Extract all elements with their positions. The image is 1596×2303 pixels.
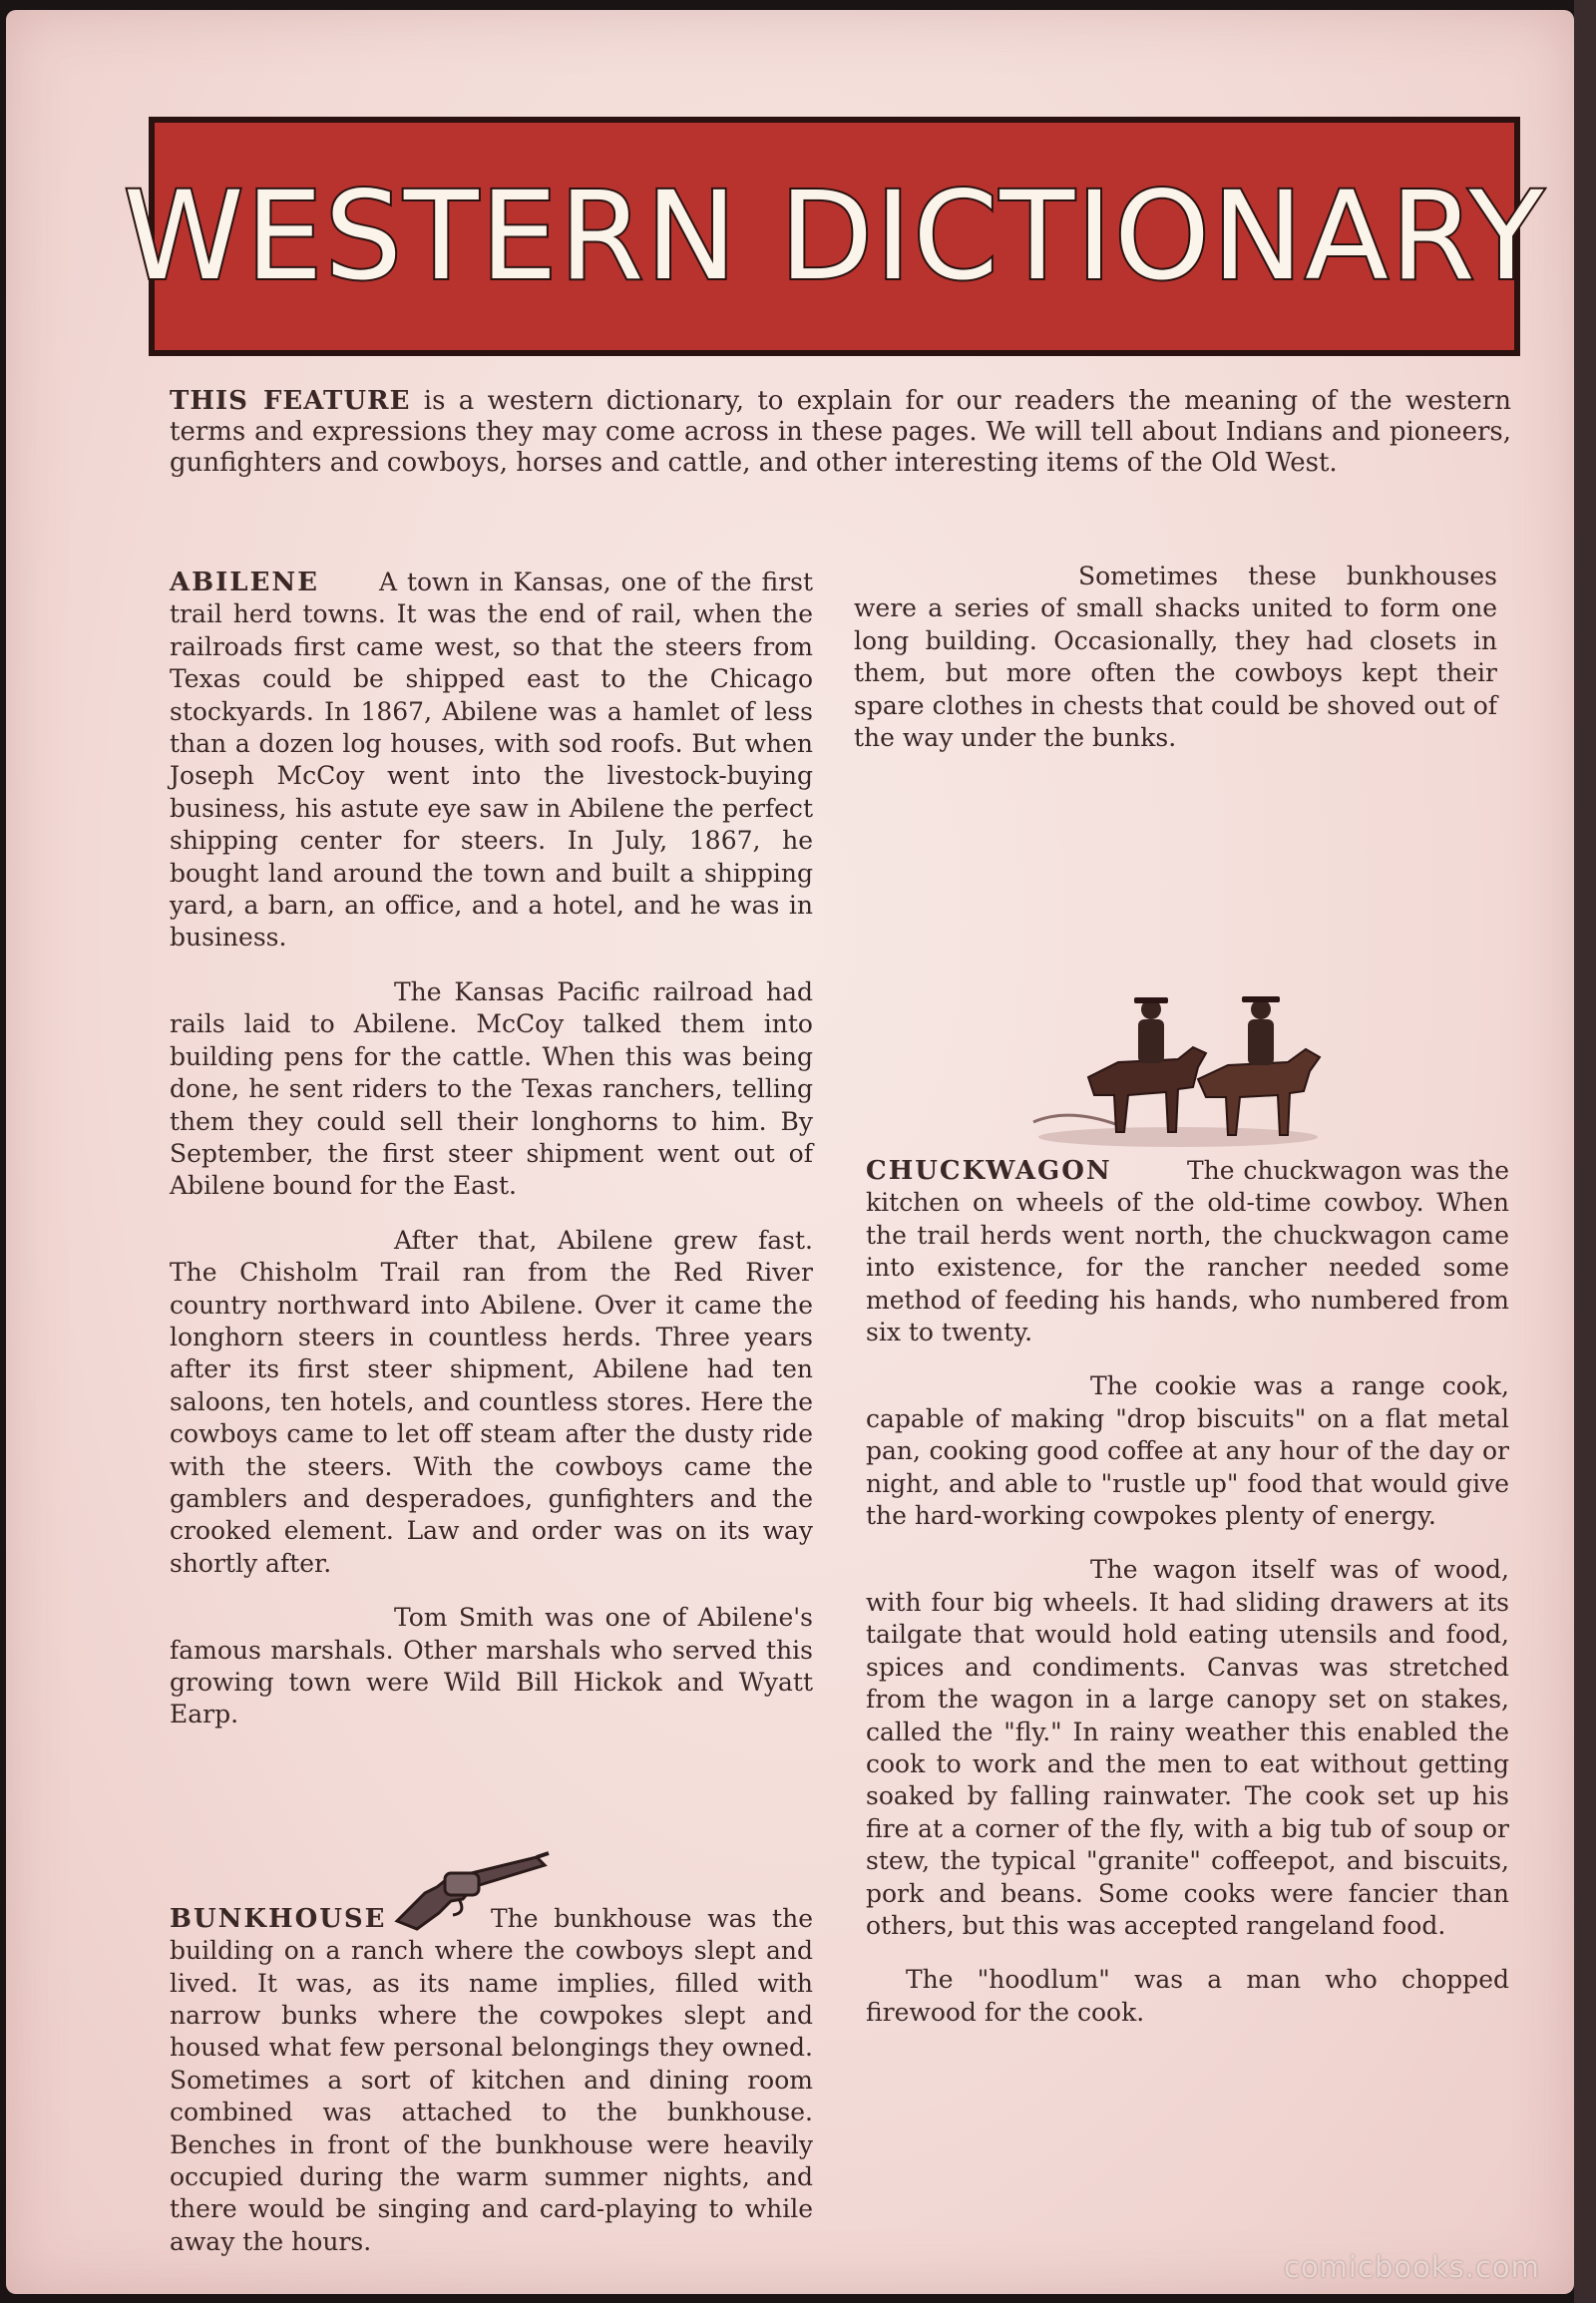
- entry-chuckwagon: [866, 1155, 1509, 1348]
- comic-page: [6, 10, 1574, 2294]
- chuckwagon-p2: The cookie was a range cook, capable of making "drop biscuits" on a flat metal pan, cooking good coffee at any hour of the day or night, and able to "rustle up" food that would give the hard-working cowpokes plenty of energy.: [866, 1371, 1509, 1531]
- chuckwagon-p4: The "hoodlum" was a man who chopped firewood for the cook.: [866, 1965, 1509, 2027]
- term-chuckwagon: CHUCKWAGON: [866, 1156, 1112, 1186]
- bunkhouse-p2: Sometimes these bunkhouses were a series of small shacks united to form one long building. Occasionally, they had closets in them, but more often the cowboys kept their spare clothes in chests that could be shoved out of the way under the bunks.: [854, 562, 1497, 753]
- intro-paragraph: [170, 386, 1511, 479]
- title-banner: [123, 117, 1546, 356]
- entry-abilene: [170, 567, 813, 955]
- intro-lead: THIS FEATURE: [170, 386, 411, 416]
- abilene-p4: Tom Smith was one of Abilene's famous marshals. Other marshals who served this growing town were Wild Bill Hickok and Wyatt Earp.: [170, 1603, 813, 1729]
- revolver-icon: [377, 1843, 557, 1933]
- abilene-p2: The Kansas Pacific railroad had rails laid to Abilene. McCoy talked them into building pens for the cattle. When this was being done, he sent riders to the Texas ranchers, telling them they could sell their longhorns to him. By September, the first steer shipment went out of Abilene bound for the East.: [170, 976, 813, 1201]
- watermark: comicbooks.com: [1284, 2250, 1540, 2284]
- intro-text: is a western dictionary, to explain for our readers the meaning of the western terms and expressions they may come across in these pages. We will tell about Indians and pioneers, gunfighters and cowboys, horses and cattle, and other interesting items of the Old West.: [170, 386, 1511, 478]
- term-bunkhouse: BUNKHOUSE: [170, 1903, 387, 1934]
- abilene-p1: A town in Kansas, one of the first trail herd towns. It was the end of rail, when the railroads first came west, so that the steers from Texas could be shipped east to the Chicago stockyards. In 1867, Abilene was a hamlet of less than a dozen log houses, with sod roofs. But when Joseph McCoy went into the livestock-buying business, his astute eye saw in Abilene the perfect shipping center for steers. In July, 1867, he bought land around the town and built a shipping yard, a barn, an office, and a hotel, and he was in business.: [170, 568, 813, 953]
- right-column-bottom: [866, 1155, 1509, 2147]
- chuckwagon-p3: The wagon itself was of wood, with four big wheels. It had sliding drawers at its tailgate that would hold eating utensils and food, spices and condiments. Canvas was stretched from the wagon in a large canopy set on stakes, called the "fly." In rainy weather this enabled the cook to work and the men to eat without getting soaked by falling rainwater. The cook set up his fire at a corner of the fly, with a big tub of soup or stew, the typical "granite" coffeepot, and biscuits, pork and beans. Some cooks were fancier than others, but this was accepted rangeland food.: [866, 1555, 1509, 1940]
- bunkhouse-p1: The bunkhouse was the building on a ranch where the cowboys slept and lived. It was, as its name implies, filled with narrow bunks where the cowpokes slept and housed what few personal belongings they owned. Sometimes a sort of kitchen and dining room combined was attached to the bunkhouse. Benches in front of the bunkhouse were heavily occupied during the warm summer nights, and there would be singing and card-playing to while away the hours.: [170, 1903, 813, 2256]
- chuckwagon-p1: The chuckwagon was the kitchen on wheels of the old-time cowboy. When the trail herds went north, the chuckwagon came into existence, for the rancher needed some method of feeding his hands, who numbered from six to twenty.: [866, 1156, 1509, 1347]
- term-abilene: ABILENE: [170, 568, 319, 597]
- abilene-p3: After that, Abilene grew fast. The Chisholm Trail ran from the Red River country northward into Abilene. Over it came the longhorn steers in countless herds. Three years after its first steer shipment, Abilene had ten saloons, ten hotels, and countless stores. Here the cowboys came to let off steam after the dusty ride with the steers. With the cowboys came the gamblers and desperadoes, gunfighters and the crooked element. Law and order was on its way shortly after.: [170, 1225, 813, 1578]
- entry-bunkhouse: [170, 1903, 813, 2258]
- right-column-top: [854, 561, 1497, 999]
- page-edge: [1574, 0, 1596, 2303]
- riders-icon: [1028, 967, 1343, 1152]
- page-title: WESTERN DICTIONARY: [123, 166, 1546, 307]
